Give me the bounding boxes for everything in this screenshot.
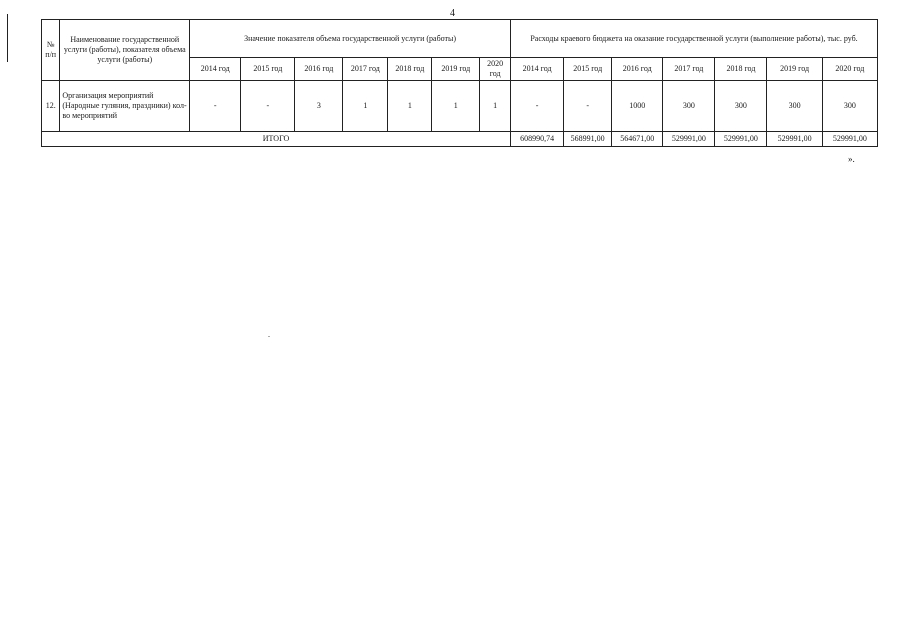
col-name-header: Наименование государственной услуги (работы), показателя объема услуги (работы) — [60, 20, 190, 81]
col-num-header: № п/п — [42, 20, 60, 81]
expense-cell: 300 — [663, 81, 715, 132]
expense-cell: - — [511, 81, 564, 132]
expense-year-header: 2017 год — [663, 58, 715, 81]
volume-year-header: 2014 год — [190, 58, 241, 81]
expense-year-header: 2019 год — [767, 58, 822, 81]
total-expense-cell: 564671,00 — [612, 132, 663, 147]
volume-year-header: 2016 год — [295, 58, 343, 81]
volume-year-header: 2019 год — [432, 58, 480, 81]
total-expense-cell: 529991,00 — [767, 132, 822, 147]
table-row — [42, 81, 878, 132]
volume-cell: 1 — [480, 81, 511, 132]
expense-year-header: 2018 год — [715, 58, 767, 81]
service-name: Организация мероприятий (Народные гуляния, праздники) кол-во мероприятий — [60, 81, 190, 132]
volume-year-header: 2017 год — [343, 58, 388, 81]
margin-line — [7, 14, 8, 62]
expense-cell: 300 — [715, 81, 767, 132]
stray-mark: . — [268, 330, 270, 339]
volume-year-header: 2018 год — [388, 58, 432, 81]
total-expense-cell: 529991,00 — [715, 132, 767, 147]
volume-cell: - — [190, 81, 241, 132]
budget-table — [41, 19, 878, 147]
volume-group-header: Значение показателя объема государственной услуги (работы) — [190, 20, 511, 58]
volume-cell: 1 — [432, 81, 480, 132]
expense-year-header: 2015 год — [564, 58, 612, 81]
expense-year-header: 2016 год — [612, 58, 663, 81]
closing-quote: ». — [848, 154, 855, 164]
total-expense-cell: 529991,00 — [822, 132, 877, 147]
total-label: ИТОГО — [42, 132, 511, 147]
expense-year-header: 2020 год — [822, 58, 877, 81]
total-row — [42, 132, 878, 147]
volume-year-header: 2015 год — [241, 58, 295, 81]
expense-group-header: Расходы краевого бюджета на оказание государственной услуги (выполнение работы), тыс. руб. — [511, 20, 878, 58]
expense-year-header: 2014 год — [511, 58, 564, 81]
volume-year-header: 2020 год — [480, 58, 511, 81]
total-expense-cell: 568991,00 — [564, 132, 612, 147]
volume-cell: 3 — [295, 81, 343, 132]
volume-cell: 1 — [343, 81, 388, 132]
expense-cell: - — [564, 81, 612, 132]
total-expense-cell: 608990,74 — [511, 132, 564, 147]
row-number: 12. — [42, 81, 60, 132]
expense-cell: 300 — [822, 81, 877, 132]
expense-cell: 1000 — [612, 81, 663, 132]
volume-cell: - — [241, 81, 295, 132]
expense-cell: 300 — [767, 81, 822, 132]
total-expense-cell: 529991,00 — [663, 132, 715, 147]
page-number: 4 — [450, 8, 455, 19]
volume-cell: 1 — [388, 81, 432, 132]
header-row-1 — [42, 20, 878, 58]
